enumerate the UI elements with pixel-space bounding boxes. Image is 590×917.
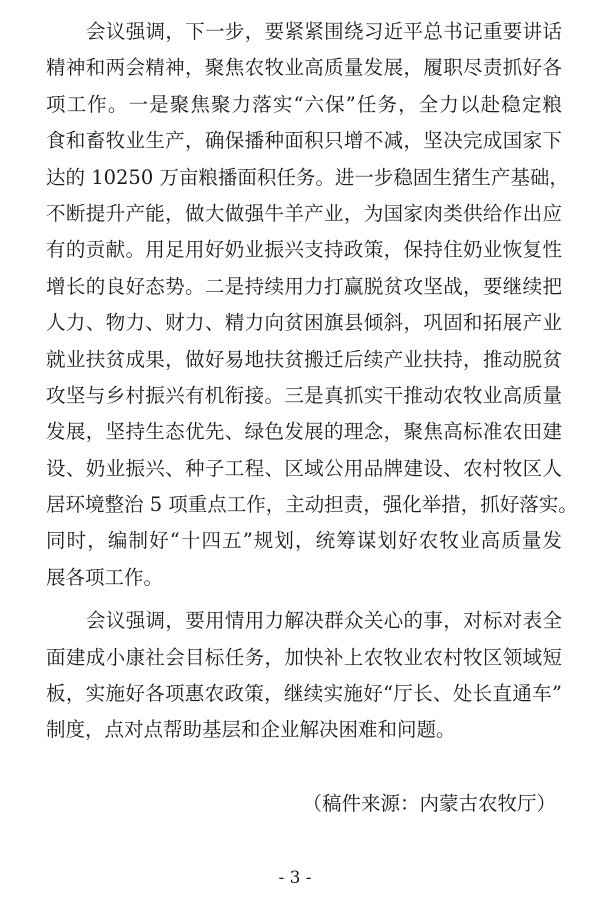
text-line: 达的 10250 万亩粮播面积任务。进一步稳固生猪生产基础， [46, 165, 569, 189]
text-line: 面建成小康社会目标任务，加快补上农牧业农村牧区领域短 [46, 645, 562, 669]
text-line: 设、奶业振兴、种子工程、区域公用品牌建设、农村牧区人 [46, 456, 562, 480]
paragraph-1 [46, 14, 578, 596]
text-line: 项工作。一是聚焦聚力落实“六保”任务，全力以赴稳定粮 [46, 92, 562, 116]
text-line: 会议强调，下一步，要紧紧围绕习近平总书记重要讲话 [86, 20, 562, 43]
text-line: 有的贡献。用足用好奶业振兴支持政策，保持住奶业恢复性 [46, 238, 562, 262]
text-line: 精神和两会精神，聚焦农牧业高质量发展，履职尽责抓好各 [46, 56, 562, 80]
text-line: 人力、物力、财力、精力向贫困旗县倾斜，巩固和拓展产业 [46, 311, 562, 335]
paragraph-spacing [46, 596, 562, 603]
text-line: 就业扶贫成果，做好易地扶贫搬迁后续产业扶持，推动脱贫 [46, 347, 562, 371]
text-line: 展各项工作。 [46, 565, 164, 589]
text-line: 同时，编制好“十四五”规划，统筹谋划好农牧业高质量发 [46, 529, 562, 553]
text-line: 发展，坚持生态优先、绿色发展的理念，聚焦高标准农田建 [46, 420, 562, 444]
text-line: 不断提升产能，做大做强牛羊产业，为国家肉类供给作出应 [46, 201, 562, 225]
text-line: 居环境整治 5 项重点工作，主动担责，强化举措，抓好落实。 [46, 493, 578, 517]
text-line: 会议强调，要用情用力解决群众关心的事，对标对表全 [86, 609, 562, 633]
text-line: 制度，点对点帮助基层和企业解决困难和问题。 [46, 718, 456, 742]
text-line: 攻坚与乡村振兴有机衔接。三是真抓实干推动农牧业高质量 [46, 383, 562, 407]
paragraph-2 [46, 603, 562, 749]
source-attribution: （稿件来源：内蒙古农牧厅） [302, 792, 556, 815]
text-line: 食和畜牧业生产，确保播种面积只增不减，坚决完成国家下 [46, 129, 562, 153]
text-line: 增长的良好态势。二是持续用力打赢脱贫攻坚战，要继续把 [46, 274, 562, 298]
body-text [46, 14, 578, 749]
page-number: - 3 - [278, 868, 312, 888]
text-line: 板，实施好各项惠农政策，继续实施好“厅长、处长直通车” [46, 682, 562, 706]
